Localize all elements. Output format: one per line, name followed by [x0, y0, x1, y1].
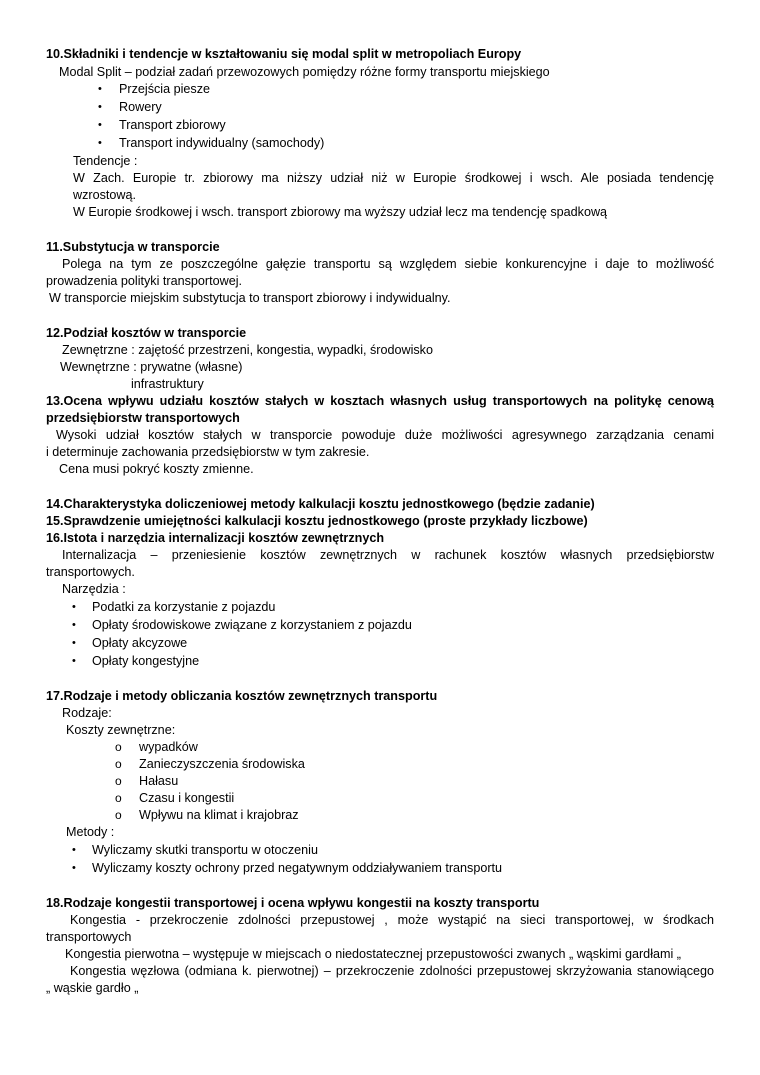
paragraph-line: Internalizacja – przeniesienie kosztów zewnętrznych w rachunek kosztów własnych przedsiębiorstw — [62, 548, 714, 562]
bullet-marker: • — [72, 655, 76, 667]
paragraph-line: Polega na tym ze poszczególne gałęzie transportu są względem siebie konkurencyjne i daje to możliwość — [62, 257, 714, 271]
section-13-heading: przedsiębiorstw transportowych — [46, 411, 240, 425]
bullet-marker: • — [72, 601, 76, 613]
circle-marker: o — [115, 740, 122, 754]
section-17-heading: 17.Rodzaje i metody obliczania kosztów zewnętrznych transportu — [46, 689, 438, 703]
bullet-marker: • — [98, 83, 102, 95]
tools-label: Narzędzia : — [62, 582, 126, 596]
list-item: Opłaty środowiskowe związane z korzystaniem z pojazdu — [92, 618, 412, 632]
paragraph-line: Cena musi pokryć koszty zmienne. — [59, 462, 254, 476]
bullet-marker: • — [72, 619, 76, 631]
circle-marker: o — [115, 774, 122, 788]
section-10-heading: 10.Składniki i tendencje w kształtowaniu się modal split w metropoliach Europy — [46, 47, 522, 61]
list-item: Podatki za korzystanie z pojazdu — [92, 600, 276, 614]
list-item: Transport indywidualny (samochody) — [119, 136, 325, 150]
bullet-marker: • — [98, 101, 102, 113]
paragraph-line: i determinuje zachowania przedsiębiorstw w tym zakresie. — [46, 445, 370, 459]
bullet-marker: • — [72, 844, 76, 856]
paragraph-line: Kongestia pierwotna – występuje w miejscach o niedostatecznej przepustowości zwanych „ wąskimi gardłami „ — [65, 947, 681, 961]
bullet-marker: • — [72, 862, 76, 874]
paragraph-line: W transporcie miejskim substytucja to transport zbiorowy i indywidualny. — [49, 291, 451, 305]
bullet-marker: • — [98, 119, 102, 131]
trend-paragraph-line: wzrostową. — [73, 188, 136, 202]
section-14-heading: 14.Charakterystyka doliczeniowej metody kalkulacji kosztu jednostkowego (będzie zadanie) — [46, 497, 595, 511]
list-item: Przejścia piesze — [119, 82, 210, 96]
list-item: Rowery — [119, 100, 162, 114]
bullet-marker: • — [98, 137, 102, 149]
trends-label: Tendencje : — [73, 154, 138, 168]
paragraph-line: Kongestia - przekroczenie zdolności przepustowej , może wystąpić na sieci transportowej, w środkach — [70, 913, 714, 927]
types-label: Rodzaje: — [62, 706, 112, 720]
list-item: Wyliczamy koszty ochrony przed negatywnym oddziaływaniem transportu — [92, 861, 503, 875]
internal-costs-line: Wewnętrzne : prywatne (własne) — [60, 360, 243, 374]
methods-label: Metody : — [66, 825, 115, 839]
section-18-heading: 18.Rodzaje kongestii transportowej i ocena wpływu kongestii na koszty transportu — [46, 896, 540, 910]
section-13-heading: 13.Ocena wpływu udziału kosztów stałych w kosztach własnych usług transportowych na politykę cenową — [46, 394, 714, 408]
list-item: Wyliczamy skutki transportu w otoczeniu — [92, 843, 318, 857]
list-item: Opłaty akcyzowe — [92, 636, 188, 650]
bullet-marker: • — [72, 637, 76, 649]
list-item: Transport zbiorowy — [119, 118, 226, 132]
paragraph-line: „ wąskie gardło „ — [46, 981, 139, 995]
trend-paragraph-line: W Zach. Europie tr. zbiorowy ma niższy udział niż w Europie środkowej i wsch. Ale posiada tendencję — [73, 171, 714, 185]
external-costs-line: Zewnętrzne : zajętość przestrzeni, kongestia, wypadki, środowisko — [62, 343, 433, 357]
trend-paragraph-line: W Europie środkowej i wsch. transport zbiorowy ma wyższy udział lecz ma tendencję spadkową — [73, 205, 608, 219]
list-item: Opłaty kongestyjne — [92, 654, 200, 668]
paragraph-line: Kongestia węzłowa (odmiana k. pierwotnej) – przekroczenie zdolności przepustowej skrzyżowania stanowiącego — [70, 964, 714, 978]
section-15-heading: 15.Sprawdzenie umiejętności kalkulacji kosztu jednostkowego (proste przykłady liczbowe) — [46, 514, 588, 528]
list-item: Hałasu — [139, 774, 179, 788]
section-12-heading: 12.Podział kosztów w transporcie — [46, 326, 247, 340]
section-11-heading: 11.Substytucja w transporcie — [46, 240, 220, 254]
paragraph-line: transportowych — [46, 930, 132, 944]
paragraph-line: prowadzenia polityki transportowej. — [46, 274, 243, 288]
internal-costs-line: infrastruktury — [131, 377, 204, 391]
paragraph-line: Wysoki udział kosztów stałych w transporcie powoduje duże możliwości agresywnego zarządzania cenami — [56, 428, 714, 442]
paragraph-line: transportowych. — [46, 565, 135, 579]
circle-marker: o — [115, 791, 122, 805]
modal-split-definition: Modal Split – podział zadań przewozowych pomiędzy różne formy transportu miejskiego — [59, 65, 550, 79]
circle-marker: o — [115, 808, 122, 822]
external-costs-label: Koszty zewnętrzne: — [66, 723, 176, 737]
list-item: Zanieczyszczenia środowiska — [139, 757, 305, 771]
circle-marker: o — [115, 757, 122, 771]
list-item: Wpływu na klimat i krajobraz — [139, 808, 299, 822]
list-item: wypadków — [139, 740, 198, 754]
section-16-heading: 16.Istota i narzędzia internalizacji kosztów zewnętrznych — [46, 531, 385, 545]
list-item: Czasu i kongestii — [139, 791, 235, 805]
